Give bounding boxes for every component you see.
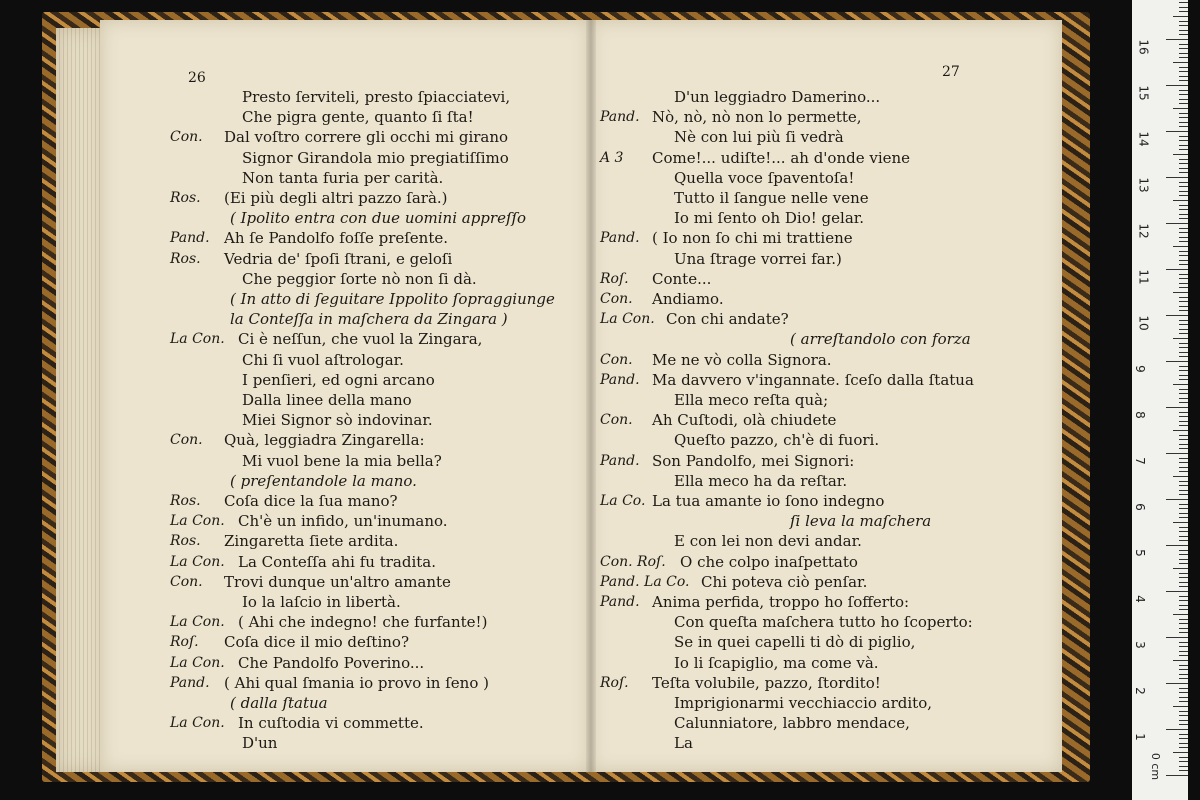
ruler-tick bbox=[1173, 614, 1188, 615]
verse-line: ( preſentandole la mano. bbox=[230, 471, 417, 490]
ruler-tick bbox=[1179, 632, 1188, 633]
ruler-tick bbox=[1179, 747, 1188, 748]
ruler-number: 8 bbox=[1132, 411, 1147, 419]
verse-line: Una ſtrage vorrei far.) bbox=[674, 249, 842, 268]
speaker-label: Roſ. bbox=[600, 674, 629, 691]
ruler-tick bbox=[1179, 734, 1188, 735]
verse-line: O che colpo inaſpettato bbox=[680, 552, 858, 571]
ruler-tick bbox=[1179, 623, 1188, 624]
ruler-tick bbox=[1173, 338, 1188, 339]
ruler-number: 12 bbox=[1136, 223, 1151, 239]
ruler-tick bbox=[1179, 57, 1188, 58]
ruler-tick bbox=[1179, 674, 1188, 675]
ruler-tick bbox=[1179, 743, 1188, 744]
ruler-tick bbox=[1179, 209, 1188, 210]
ruler-tick bbox=[1179, 186, 1188, 187]
verse-line: la Conteſſa in maſchera da Zingara ) bbox=[230, 310, 508, 329]
speaker-label: Con. Roſ. bbox=[600, 553, 666, 570]
ruler-tick bbox=[1179, 448, 1188, 449]
ruler-number: 15 bbox=[1136, 85, 1151, 101]
verse-line: Son Pandolfo, mei Signori: bbox=[652, 451, 855, 470]
verse-line: Io li ſcapiglio, ma come và. bbox=[674, 653, 879, 672]
ruler-tick bbox=[1179, 435, 1188, 436]
ruler-tick bbox=[1179, 251, 1188, 252]
speaker-label: Pand. bbox=[600, 594, 640, 610]
ruler-tick bbox=[1166, 223, 1188, 224]
verse-line: E con lei non devi andar. bbox=[674, 532, 862, 551]
ruler-tick bbox=[1179, 122, 1188, 123]
ruler-tick bbox=[1179, 163, 1188, 164]
ruler-tick bbox=[1166, 407, 1188, 408]
verse-line: Ah Cuſtodi, olà chiudete bbox=[652, 411, 837, 430]
ruler-tick bbox=[1179, 370, 1188, 371]
ruler-tick bbox=[1173, 752, 1188, 753]
ruler-tick bbox=[1179, 80, 1188, 81]
ruler-tick bbox=[1179, 241, 1188, 242]
ruler-tick bbox=[1179, 34, 1188, 35]
ruler-tick bbox=[1179, 191, 1188, 192]
ruler-tick bbox=[1179, 228, 1188, 229]
ruler-tick bbox=[1179, 517, 1188, 518]
ruler-tick bbox=[1179, 531, 1188, 532]
verse-line: Tutto il ſangue nelle vene bbox=[674, 189, 869, 207]
verse-line: Con chi andate? bbox=[666, 310, 789, 329]
ruler-tick bbox=[1179, 586, 1188, 587]
ruler-tick bbox=[1179, 596, 1188, 597]
ruler-tick bbox=[1173, 200, 1188, 201]
ruler-tick bbox=[1179, 53, 1188, 54]
ruler-tick bbox=[1179, 724, 1188, 725]
ruler-tick bbox=[1179, 550, 1188, 551]
verse-line: Ma davvero v'ingannate. ſceſo dalla ſtatua bbox=[652, 370, 974, 389]
speaker-label: Con. bbox=[600, 351, 633, 368]
verse-line: Non tanta furia per carità. bbox=[242, 168, 444, 187]
ruler-tick bbox=[1179, 738, 1188, 739]
ruler-tick bbox=[1179, 504, 1188, 505]
verse-line: Imprigionarmi vecchiaccio ardito, bbox=[674, 694, 933, 712]
verse-line: Signor Girandola mio pregiatiſſimo bbox=[242, 148, 509, 167]
ruler-tick bbox=[1179, 678, 1188, 679]
verse-line: Quà, leggiadra Zingarella: bbox=[224, 431, 425, 450]
ruler-tick bbox=[1179, 310, 1188, 311]
ruler-tick bbox=[1179, 7, 1188, 8]
ruler-tick bbox=[1179, 283, 1188, 284]
ruler-tick bbox=[1179, 94, 1188, 95]
verse-line: ( arreſtandolo con forza bbox=[790, 330, 971, 349]
right-page bbox=[590, 20, 1062, 772]
ruler-tick bbox=[1179, 412, 1188, 413]
ruler-tick bbox=[1179, 324, 1188, 325]
verse-line: Ah ſe Pandolfo foſſe preſente. bbox=[224, 229, 449, 248]
ruler-tick bbox=[1179, 540, 1188, 541]
verse-line: Zingaretta ſiete ardita. bbox=[224, 532, 399, 551]
ruler-tick bbox=[1179, 692, 1188, 693]
speaker-label: Pand. bbox=[170, 674, 210, 691]
page-number-left: 26 bbox=[188, 70, 206, 86]
ruler-tick bbox=[1179, 398, 1188, 399]
verse-line: D'un leggiadro Damerino... bbox=[674, 88, 881, 106]
ruler-tick bbox=[1179, 766, 1188, 767]
speaker-label: Con. bbox=[600, 412, 633, 429]
verse-line: Presto ſerviteli, presto ſpiacciatevi, bbox=[242, 88, 511, 106]
speaker-label: La Con. bbox=[170, 553, 225, 570]
ruler-tick bbox=[1179, 136, 1188, 137]
ruler-tick bbox=[1179, 67, 1188, 68]
verse-line: Anima perfida, troppo ho ſofferto: bbox=[652, 593, 910, 611]
verse-line: Coſa dice la ſua mano? bbox=[224, 492, 398, 510]
ruler-tick bbox=[1179, 688, 1188, 689]
ruler-tick bbox=[1179, 274, 1188, 275]
ruler-tick bbox=[1166, 591, 1188, 592]
ruler-tick bbox=[1179, 573, 1188, 574]
ruler-tick bbox=[1179, 485, 1188, 486]
verse-line: Coſa dice il mio deſtino? bbox=[224, 633, 409, 652]
ruler-tick bbox=[1179, 669, 1188, 670]
ruler-tick bbox=[1179, 508, 1188, 509]
ruler-tick bbox=[1179, 278, 1188, 279]
ruler-tick bbox=[1179, 44, 1188, 45]
verse-line: ſi leva la maſchera bbox=[790, 512, 932, 531]
verse-line: In cuſtodia vi commette. bbox=[238, 714, 424, 733]
ruler-tick bbox=[1179, 563, 1188, 564]
ruler-number: 2 bbox=[1132, 687, 1147, 695]
ruler-tick bbox=[1179, 117, 1188, 118]
ruler-tick bbox=[1166, 177, 1188, 178]
speaker-label: La Con. bbox=[170, 654, 225, 671]
speaker-label: La Co. bbox=[600, 493, 646, 509]
speaker-label: Ros. bbox=[170, 250, 201, 267]
ruler-tick bbox=[1179, 439, 1188, 440]
ruler-tick bbox=[1179, 577, 1188, 578]
speaker-label: Con. bbox=[170, 573, 203, 590]
speaker-label: A 3 bbox=[600, 149, 624, 166]
ruler-tick bbox=[1179, 347, 1188, 348]
ruler-tick bbox=[1179, 366, 1188, 367]
ruler-tick bbox=[1179, 375, 1188, 376]
ruler-tick bbox=[1179, 513, 1188, 514]
ruler-tick bbox=[1179, 30, 1188, 31]
ruler-tick bbox=[1179, 168, 1188, 169]
ruler-tick bbox=[1179, 402, 1188, 403]
ruler-tick bbox=[1179, 11, 1188, 12]
ruler-tick bbox=[1179, 389, 1188, 390]
ruler-tick bbox=[1179, 255, 1188, 256]
ruler-tick bbox=[1179, 770, 1188, 771]
ruler-tick bbox=[1179, 462, 1188, 463]
ruler-tick bbox=[1179, 711, 1188, 712]
speaker-label: La Con. bbox=[170, 331, 225, 348]
ruler-tick bbox=[1166, 499, 1188, 500]
page-number-right: 27 bbox=[942, 64, 960, 80]
ruler-tick bbox=[1179, 306, 1188, 307]
verse-line: (Ei più degli altri pazzo ſarà.) bbox=[224, 189, 448, 207]
ruler-tick bbox=[1179, 697, 1188, 698]
verse-line: ( In atto di ſeguitare Ippolito ſopraggiunge bbox=[230, 290, 555, 308]
ruler-number: 4 bbox=[1132, 595, 1147, 603]
speaker-label: Ros. bbox=[170, 190, 201, 206]
ruler-tick bbox=[1173, 16, 1188, 17]
ruler-tick bbox=[1179, 379, 1188, 380]
verse-line: Come!... udiſte!... ah d'onde viene bbox=[652, 148, 911, 167]
speaker-label: Ros. bbox=[170, 493, 201, 509]
ruler-tick bbox=[1179, 655, 1188, 656]
ruler-tick bbox=[1179, 720, 1188, 721]
verse-line: Miei Signor sò indovinar. bbox=[242, 411, 433, 430]
ruler-tick bbox=[1179, 393, 1188, 394]
verse-line: Ella meco ha da reſtar. bbox=[674, 471, 848, 490]
ruler-number: 11 bbox=[1136, 269, 1151, 285]
ruler-tick bbox=[1179, 646, 1188, 647]
ruler-tick bbox=[1179, 159, 1188, 160]
ruler-tick bbox=[1179, 421, 1188, 422]
ruler-tick bbox=[1179, 665, 1188, 666]
verse-line: Chi ſi vuol aſtrologar. bbox=[242, 350, 404, 369]
ruler-tick bbox=[1173, 568, 1188, 569]
ruler-tick bbox=[1173, 246, 1188, 247]
ruler-tick bbox=[1179, 494, 1188, 495]
ruler-tick bbox=[1179, 444, 1188, 445]
verse-line: Dal voſtro correre gli occhi mi girano bbox=[224, 128, 509, 147]
ruler-tick bbox=[1173, 62, 1188, 63]
ruler-tick bbox=[1179, 71, 1188, 72]
verse-line: Io mi ſento oh Dio! gelar. bbox=[674, 209, 865, 228]
ruler-tick bbox=[1179, 145, 1188, 146]
verse-line: Dalla linee della mano bbox=[242, 391, 412, 409]
ruler-tick bbox=[1179, 90, 1188, 91]
ruler-tick bbox=[1179, 605, 1188, 606]
ruler-tick bbox=[1166, 131, 1188, 132]
ruler-number: 16 bbox=[1136, 39, 1151, 55]
ruler-tick bbox=[1166, 39, 1188, 40]
verse-line: La Conteſſa ahi fu tradita. bbox=[238, 552, 436, 571]
verse-line: D'un bbox=[242, 734, 278, 753]
ruler-tick bbox=[1179, 264, 1188, 265]
ruler-tick bbox=[1179, 554, 1188, 555]
ruler-tick bbox=[1179, 425, 1188, 426]
ruler-tick bbox=[1179, 467, 1188, 468]
ruler-tick bbox=[1179, 333, 1188, 334]
verse-line: ( Ipolito entra con due uomini appreſſo bbox=[230, 209, 527, 228]
speaker-label: Roſ. bbox=[170, 634, 199, 651]
ruler-tick bbox=[1179, 642, 1188, 643]
ruler-number: 7 bbox=[1132, 457, 1147, 465]
ruler-tick bbox=[1179, 287, 1188, 288]
verse-line: Io la laſcio in libertà. bbox=[242, 593, 401, 611]
verse-line: Con queſta maſchera tutto ho ſcoperto: bbox=[674, 613, 973, 632]
ruler-tick bbox=[1179, 195, 1188, 196]
ruler-number: 1 bbox=[1132, 733, 1147, 741]
ruler-tick bbox=[1179, 600, 1188, 601]
ruler-tick bbox=[1179, 619, 1188, 620]
verse-line: Conte... bbox=[652, 269, 712, 288]
ruler-tick bbox=[1179, 416, 1188, 417]
ruler-number: 3 bbox=[1132, 641, 1147, 649]
verse-line: ( Io non ſo chi mi trattiene bbox=[652, 229, 853, 248]
speaker-label: Con. bbox=[170, 432, 203, 449]
verse-line: Quella voce ſpaventoſa! bbox=[674, 168, 855, 187]
verse-line: ( dalla ſtatua bbox=[230, 694, 328, 712]
speaker-label: Pand. bbox=[600, 109, 640, 126]
ruler-tick bbox=[1179, 471, 1188, 472]
verse-line: Se in quei capelli ti dò di piglio, bbox=[674, 633, 916, 652]
verse-line: Ella meco reſta quà; bbox=[674, 391, 829, 409]
verse-line: Nò, nò, nò non lo permette, bbox=[652, 108, 862, 127]
ruler-tick bbox=[1179, 352, 1188, 353]
verse-line: Calunniatore, labbro mendace, bbox=[674, 714, 910, 733]
verse-line: Teſta volubile, pazzo, ſtordito! bbox=[652, 673, 881, 692]
ruler-tick bbox=[1166, 729, 1188, 730]
ruler-number: 9 bbox=[1132, 365, 1147, 373]
ruler-tick bbox=[1179, 172, 1188, 173]
ruler-tick bbox=[1179, 761, 1188, 762]
ruler-tick bbox=[1179, 140, 1188, 141]
verse-line: Nè con lui più ſi vedrà bbox=[674, 128, 844, 147]
speaker-label: Pand. bbox=[600, 371, 640, 388]
speaker-label: Con. bbox=[600, 291, 633, 307]
speaker-label: Roſ. bbox=[600, 270, 629, 287]
ruler-tick bbox=[1179, 205, 1188, 206]
ruler-tick bbox=[1166, 269, 1188, 270]
ruler-tick bbox=[1166, 85, 1188, 86]
verse-line: Vedria de' ſpoſi ſtrani, e geloſi bbox=[224, 249, 453, 268]
ruler-tick bbox=[1173, 108, 1188, 109]
ruler-tick bbox=[1179, 103, 1188, 104]
ruler-tick bbox=[1179, 609, 1188, 610]
verse-line: Che Pandolfo Poverino... bbox=[238, 653, 425, 672]
verse-line: La bbox=[674, 734, 693, 753]
ruler-tick bbox=[1166, 315, 1188, 316]
left-page bbox=[100, 20, 591, 772]
ruler-tick bbox=[1179, 715, 1188, 716]
ruler-tick bbox=[1179, 218, 1188, 219]
verse-line: Trovi dunque un'altro amante bbox=[224, 572, 451, 591]
speaker-label: Ros. bbox=[170, 533, 201, 550]
ruler-number: 14 bbox=[1136, 131, 1151, 147]
ruler-tick bbox=[1179, 559, 1188, 560]
verse-line: Andiamo. bbox=[652, 290, 724, 308]
ruler-tick bbox=[1179, 214, 1188, 215]
speaker-label: Pand. La Co. bbox=[600, 573, 690, 590]
ruler-tick bbox=[1179, 329, 1188, 330]
ruler-tick bbox=[1173, 384, 1188, 385]
book-gutter bbox=[586, 20, 596, 772]
speaker-label: La Con. bbox=[170, 715, 225, 732]
speaker-label: Pand. bbox=[600, 230, 640, 247]
ruler-tick bbox=[1166, 545, 1188, 546]
speaker-label: La Con. bbox=[600, 311, 655, 328]
verse-line: Mi vuol bene la mia bella? bbox=[242, 451, 442, 470]
ruler-tick bbox=[1166, 683, 1188, 684]
ruler-tick bbox=[1173, 660, 1188, 661]
verse-line: I penſieri, ed ogni arcano bbox=[242, 370, 435, 389]
ruler-tick bbox=[1179, 297, 1188, 298]
verse-line: Ci è neſſun, che vuol la Zingara, bbox=[238, 330, 483, 349]
ruler-tick bbox=[1179, 757, 1188, 758]
ruler-tick bbox=[1179, 527, 1188, 528]
ruler-number: 13 bbox=[1136, 177, 1151, 193]
ruler-tick bbox=[1179, 48, 1188, 49]
ruler-tick bbox=[1166, 453, 1188, 454]
ruler-tick bbox=[1179, 25, 1188, 26]
ruler-tick bbox=[1179, 2, 1188, 3]
speaker-label: Pand. bbox=[600, 452, 640, 469]
ruler-tick bbox=[1173, 292, 1188, 293]
ruler-unit-label: 0 cm bbox=[1149, 752, 1163, 781]
ruler-tick bbox=[1179, 628, 1188, 629]
verse-line: ( Ahi che indegno! che furfante!) bbox=[238, 613, 488, 632]
verse-line: Che peggior ſorte nò non ſi dà. bbox=[242, 269, 477, 288]
verse-line: Queſto pazzo, ch'è di fuori. bbox=[674, 431, 880, 450]
verse-line: Me ne vò colla Signora. bbox=[652, 350, 832, 369]
ruler-number: 10 bbox=[1136, 315, 1151, 331]
ruler-tick bbox=[1179, 356, 1188, 357]
ruler-tick bbox=[1173, 430, 1188, 431]
ruler-tick bbox=[1179, 481, 1188, 482]
ruler-tick bbox=[1179, 126, 1188, 127]
speaker-label: Pand. bbox=[170, 230, 210, 247]
ruler-tick bbox=[1179, 536, 1188, 537]
ruler-tick bbox=[1179, 582, 1188, 583]
ruler-number: 6 bbox=[1132, 503, 1147, 511]
ruler-tick bbox=[1179, 651, 1188, 652]
ruler-tick bbox=[1179, 149, 1188, 150]
speaker-label: La Con. bbox=[170, 513, 225, 530]
ruler-tick bbox=[1179, 260, 1188, 261]
verse-line: Chi poteva ciò penſar. bbox=[701, 572, 868, 591]
ruler-tick bbox=[1173, 706, 1188, 707]
verse-line: Ch'è un infido, un'inumano. bbox=[238, 512, 448, 531]
ruler-tick bbox=[1179, 99, 1188, 100]
ruler-tick bbox=[1179, 182, 1188, 183]
ruler-tick bbox=[1173, 522, 1188, 523]
verse-line: ( Ahi qual ſmania io provo in ſeno ) bbox=[224, 673, 489, 692]
ruler-tick bbox=[1179, 21, 1188, 22]
ruler-number: 5 bbox=[1132, 549, 1147, 557]
speaker-label: La Con. bbox=[170, 614, 225, 631]
ruler-tick bbox=[1179, 343, 1188, 344]
verse-line: La tua amante io ſono indegno bbox=[652, 492, 885, 510]
ruler-tick bbox=[1179, 301, 1188, 302]
speaker-label: Con. bbox=[170, 129, 203, 146]
ruler-tick bbox=[1179, 113, 1188, 114]
ruler-tick bbox=[1179, 458, 1188, 459]
ruler-tick bbox=[1179, 76, 1188, 77]
ruler-tick bbox=[1179, 237, 1188, 238]
ruler-tick bbox=[1166, 775, 1188, 776]
ruler-tick bbox=[1179, 701, 1188, 702]
ruler-tick bbox=[1173, 476, 1188, 477]
ruler-tick bbox=[1179, 232, 1188, 233]
ruler-tick bbox=[1179, 490, 1188, 491]
scale-ruler bbox=[1132, 0, 1188, 800]
verse-line: Che pigra gente, quanto ſi ſta! bbox=[242, 108, 474, 127]
ruler-tick bbox=[1179, 320, 1188, 321]
ruler-tick bbox=[1166, 637, 1188, 638]
ruler-tick bbox=[1173, 154, 1188, 155]
ruler-tick bbox=[1166, 361, 1188, 362]
